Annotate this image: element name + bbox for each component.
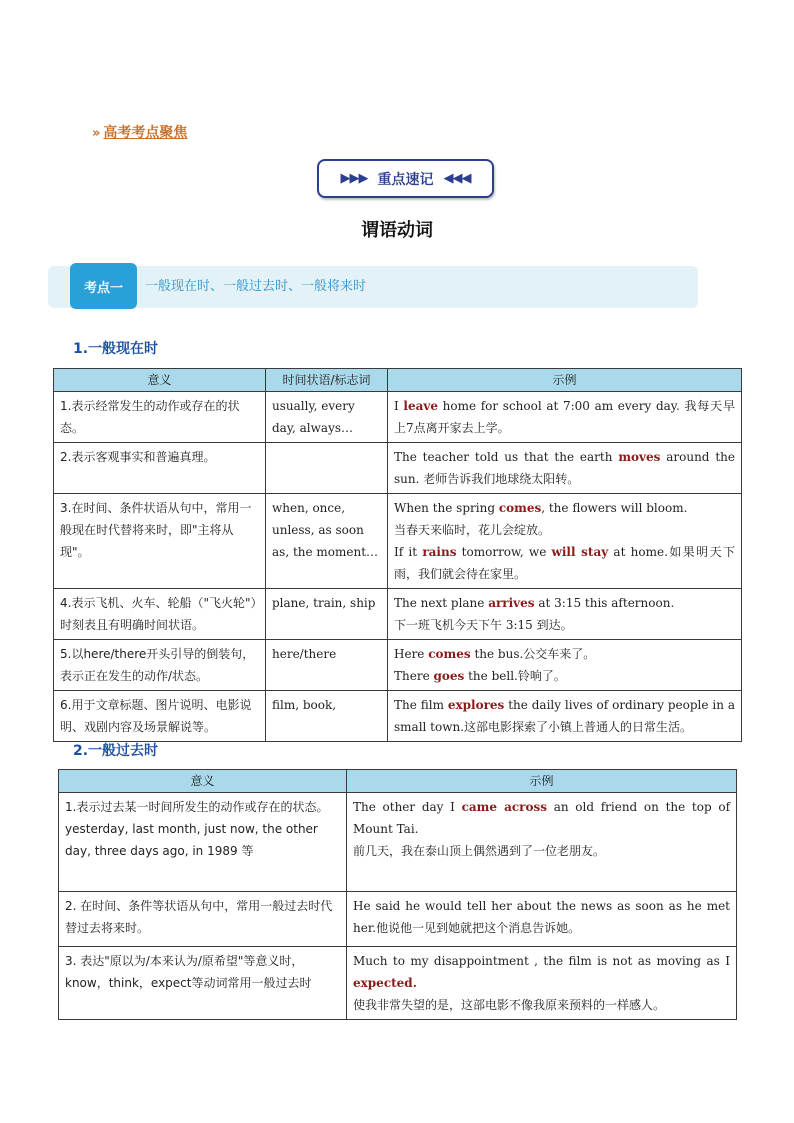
example-text: When the spring xyxy=(394,501,499,515)
marker-cell: plane, train, ship xyxy=(266,589,388,640)
example-text: I xyxy=(394,399,404,413)
example-cell xyxy=(347,892,737,947)
example-text: 使我非常失望的是，这部电影不像我原来预料的一样感人。 xyxy=(353,998,666,1012)
example-line xyxy=(394,497,735,519)
example-keyword: comes xyxy=(428,647,471,661)
double-chevron-icon: » xyxy=(92,126,99,141)
example-keyword: expected. xyxy=(353,976,417,990)
example-line xyxy=(353,994,730,1016)
example-text: 前几天，我在泰山顶上偶然遇到了一位老朋友。 xyxy=(353,844,606,858)
table-row xyxy=(54,589,742,640)
table-row xyxy=(54,640,742,691)
past-tense-table xyxy=(58,769,737,1020)
marker-cell: here/there xyxy=(266,640,388,691)
section-title-present: 1.一般现在时 xyxy=(73,341,159,357)
example-cell xyxy=(347,947,737,1020)
example-line xyxy=(394,446,735,490)
table-row xyxy=(59,793,737,892)
marker-cell: film, book, xyxy=(266,691,388,742)
column-header: 意义 xyxy=(59,770,347,793)
example-line xyxy=(394,694,735,738)
example-line xyxy=(394,395,735,439)
meaning-cell: 2. 在时间、条件等状语从句中，常用一般过去时代替过去将来时。 xyxy=(59,892,347,947)
table-row xyxy=(54,494,742,589)
table-header-row xyxy=(54,369,742,392)
example-text: Here xyxy=(394,647,429,661)
example-text: There xyxy=(394,669,434,683)
example-line xyxy=(353,840,730,862)
example-cell xyxy=(388,589,742,640)
column-header: 意义 xyxy=(54,369,266,392)
example-keyword: arrives xyxy=(488,596,535,610)
example-text: at 3:15 this afternoon. xyxy=(534,596,675,610)
example-cell xyxy=(347,793,737,892)
meaning-cell: 5.以here/there开头引导的倒装句，表示正在发生的动作/状态。 xyxy=(54,640,266,691)
example-text: The teacher told us that the earth xyxy=(394,450,619,464)
example-cell xyxy=(388,691,742,742)
example-text: around the sun. 老师告诉我们地球绕太阳转。 xyxy=(394,450,735,486)
marker-cell xyxy=(266,443,388,494)
example-keyword: goes xyxy=(433,669,465,683)
example-line xyxy=(394,541,735,585)
column-header: 示例 xyxy=(347,770,737,793)
example-text: home for school at 7:00 am every day. 我每天早上7点离开家去上学。 xyxy=(394,399,735,435)
example-text: 下一班飞机今天下午 3:15 到达。 xyxy=(394,618,573,632)
focus-header-label: 高考考点聚焦 xyxy=(103,125,188,141)
example-text: tomorrow, we xyxy=(456,545,552,559)
key-points-label: 重点速记 xyxy=(377,171,434,188)
kaodian-tag: 考点一 xyxy=(70,263,137,309)
example-line xyxy=(394,643,735,665)
example-text: an old friend on the top of Mount Tai. xyxy=(353,800,731,836)
meaning-cell: 6.用于文章标题、图片说明、电影说明、戏剧内容及场景解说等。 xyxy=(54,691,266,742)
example-line xyxy=(394,592,735,614)
meaning-cell: 4.表示飞机、火车、轮船（"飞火轮"）时刻表且有明确时间状语。 xyxy=(54,589,266,640)
example-cell xyxy=(388,443,742,494)
example-text: The next plane xyxy=(394,596,489,610)
meaning-cell: 2.表示客观事实和普遍真理。 xyxy=(54,443,266,494)
meaning-cell: 3.在时间、条件状语从句中，常用一般现在时代替将来时，即"主将从现"。 xyxy=(54,494,266,589)
example-text: The other day I xyxy=(353,800,462,814)
example-line xyxy=(353,895,730,939)
column-header: 示例 xyxy=(388,369,742,392)
example-keyword: rains xyxy=(422,545,457,559)
example-text: The film xyxy=(394,698,448,712)
example-text: He said he would tell her about the news as soon as he met her.他说他一见到她就把这个消息告诉她。 xyxy=(353,899,730,935)
example-line xyxy=(394,614,735,636)
marker-cell: when, once, unless, as soon as, the moment… xyxy=(266,494,388,589)
example-line xyxy=(353,796,730,840)
example-keyword: explores xyxy=(447,698,505,712)
column-header: 时间状语/标志词 xyxy=(266,369,388,392)
example-text: at home.如果明天下雨，我们就会待在家里。 xyxy=(394,545,735,581)
example-text: the bus.公交车来了。 xyxy=(470,647,596,661)
table-row xyxy=(54,443,742,494)
example-keyword: moves xyxy=(618,450,661,464)
example-keyword: leave xyxy=(403,399,438,413)
example-cell xyxy=(388,640,742,691)
example-text: If it xyxy=(394,545,423,559)
example-keyword: will stay xyxy=(551,545,609,559)
key-points-banner xyxy=(317,159,494,198)
triple-right-arrow-icon: ▶▶▶ xyxy=(340,171,368,186)
meaning-cell: 1.表示经常发生的动作或存在的状态。 xyxy=(54,392,266,443)
meaning-cell: 3. 表达"原以为/本来认为/原希望"等意义时，know，think，expect等动词常用一般过去时 xyxy=(59,947,347,1020)
example-line xyxy=(394,519,735,541)
marker-cell: usually, every day, always… xyxy=(266,392,388,443)
table-row xyxy=(59,947,737,1020)
example-keyword: came across xyxy=(461,800,547,814)
page-title: 谓语动词 xyxy=(361,220,433,241)
present-tense-table xyxy=(53,368,742,742)
example-line xyxy=(394,665,735,687)
meaning-cell: 1.表示过去某一时间所发生的动作或存在的状态。yesterday, last month, just now, the other day, three days ago, in 1989 等 xyxy=(59,793,347,892)
example-text: the bell.铃响了。 xyxy=(464,669,566,683)
example-cell xyxy=(388,392,742,443)
focus-header xyxy=(92,122,187,142)
example-keyword: comes xyxy=(498,501,542,515)
table-row xyxy=(54,691,742,742)
table-header-row xyxy=(59,770,737,793)
example-text: the daily lives of ordinary people in a small town.这部电影探索了小镇上普通人的日常生活。 xyxy=(394,698,735,734)
example-text: , the flowers will bloom. xyxy=(541,501,688,515)
table-row xyxy=(59,892,737,947)
triple-left-arrow-icon: ◀◀◀ xyxy=(443,171,471,186)
example-text: Much to my disappointment , the film is not as moving as I xyxy=(353,954,730,968)
kaodian-title: 一般现在时、一般过去时、一般将来时 xyxy=(145,279,367,294)
section-title-past: 2.一般过去时 xyxy=(73,743,159,759)
example-line xyxy=(353,950,730,994)
example-cell xyxy=(388,494,742,589)
example-text: 当春天来临时，花儿会绽放。 xyxy=(394,523,551,537)
table-row xyxy=(54,392,742,443)
